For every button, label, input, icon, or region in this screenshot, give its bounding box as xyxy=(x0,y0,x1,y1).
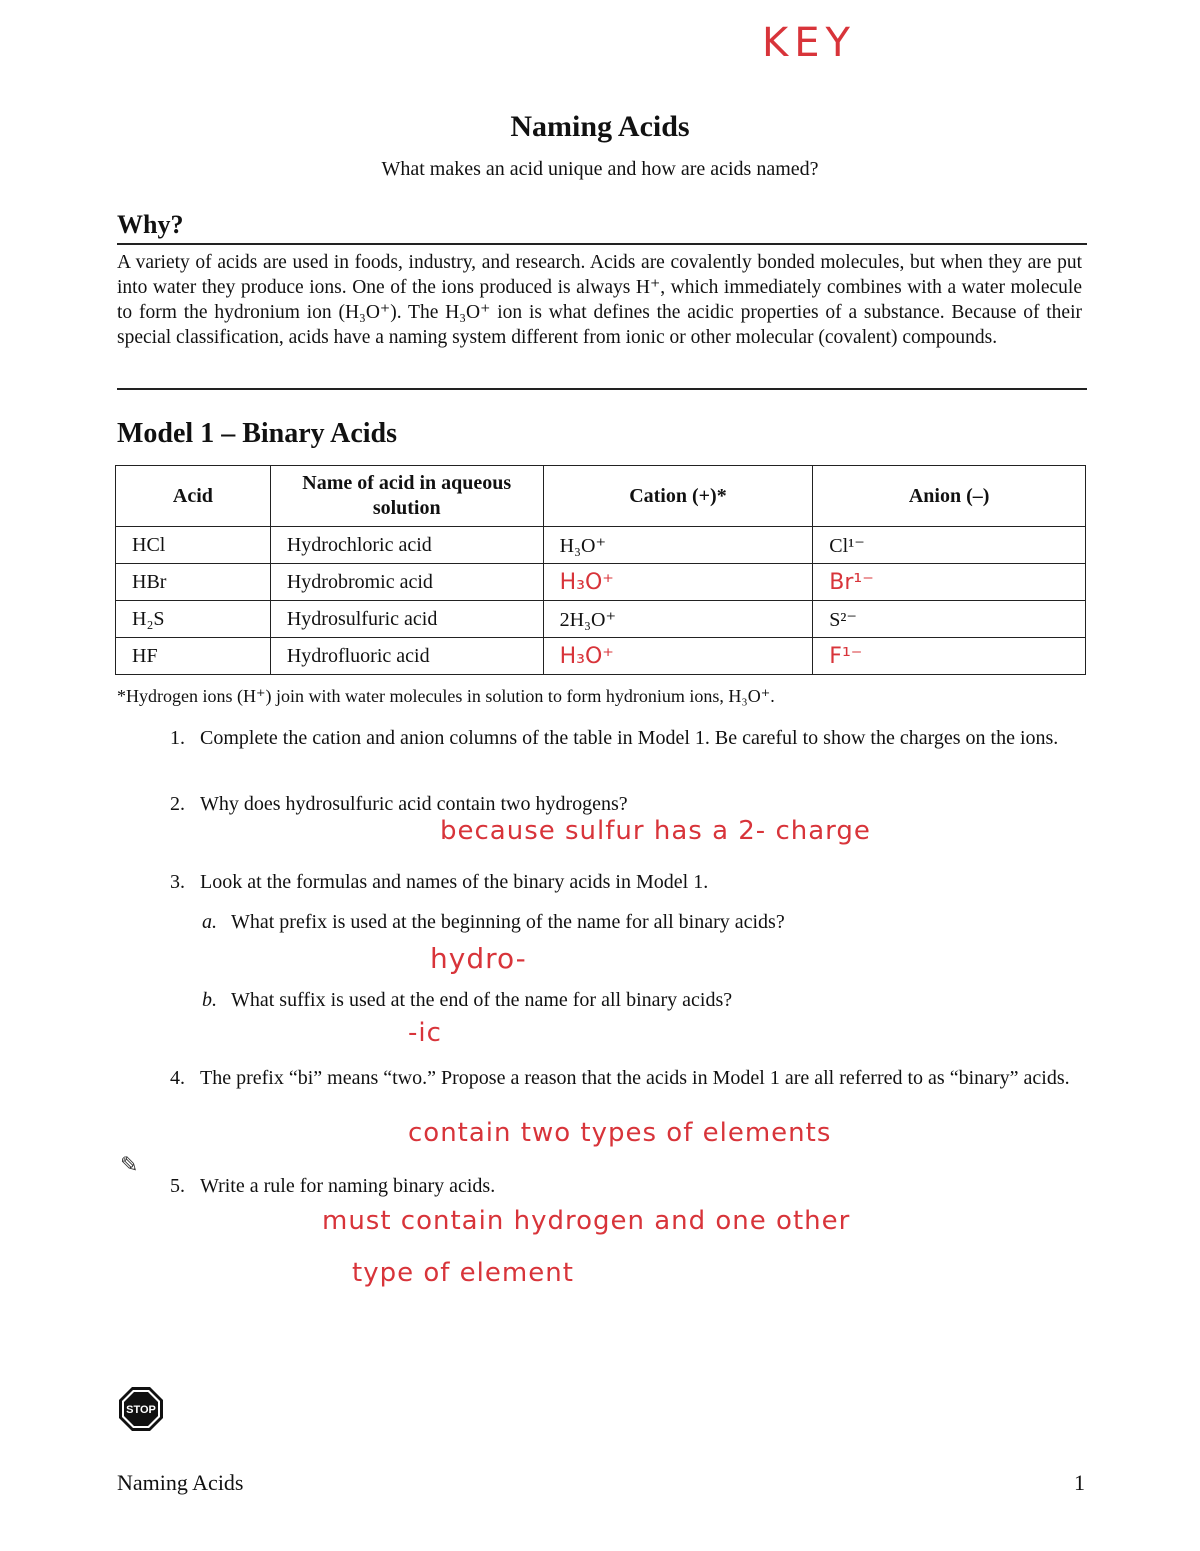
question-3-text: Look at the formulas and names of the binary acids in Model 1. xyxy=(200,871,709,893)
divider xyxy=(117,388,1087,390)
question-3a-answer: hydro- xyxy=(430,942,527,975)
question-5-text: Write a rule for naming binary acids. xyxy=(200,1175,496,1197)
name-cell: Hydrobromic acid xyxy=(270,564,543,601)
table-header-row xyxy=(116,466,1086,527)
name-cell: Hydrosulfuric acid xyxy=(270,601,543,638)
table-row xyxy=(116,564,1086,601)
question-3b-label: b. xyxy=(202,989,217,1011)
question-3b-text: What suffix is used at the end of the name for all binary acids? xyxy=(231,989,733,1011)
anion-cell: F¹⁻ xyxy=(813,638,1086,675)
acid-cell: HCl xyxy=(116,527,271,564)
question-3a-text: What prefix is used at the beginning of the name for all binary acids? xyxy=(231,911,785,933)
anion-cell: Cl¹⁻ xyxy=(813,527,1086,564)
footer-title: Naming Acids xyxy=(117,1470,244,1495)
page-number: 1 xyxy=(1074,1470,1085,1495)
question-1-text: Complete the cation and anion columns of the table in Model 1. Be careful to show the charges on the ions. xyxy=(200,727,1059,749)
table-footnote: *Hydrogen ions (H⁺) join with water molecules in solution to form hydronium ions, H₃O⁺. xyxy=(117,686,775,706)
table-row xyxy=(116,601,1086,638)
column-header: Anion (–) xyxy=(813,466,1086,527)
question-number: 1. xyxy=(170,727,185,749)
divider xyxy=(117,243,1087,245)
question-number: 3. xyxy=(170,871,185,893)
question-4-answer: contain two types of elements xyxy=(408,1118,832,1148)
model-heading: Model 1 – Binary Acids xyxy=(117,418,398,449)
column-header: Cation (+)* xyxy=(543,466,813,527)
stop-label: STOP xyxy=(126,1404,156,1416)
question-number: 2. xyxy=(170,793,185,815)
column-header: Name of acid in aqueous solution xyxy=(270,466,543,527)
question-5-answer-line-2: type of element xyxy=(352,1258,574,1288)
why-paragraph: A variety of acids are used in foods, industry, and research. Acids are covalently bonded molecules, but when they are put into water they produce ions. One of the ions produced is always H⁺, which immediately combines with a water molecule to form the hydronium ion (H₃O⁺). The H₃O⁺ ion is what defines the acidic properties of a substance. Because of their special classification, acids have a naming system different from ionic or other molecular (covalent) compounds. xyxy=(117,252,1082,348)
question-2-answer: because sulfur has a 2- charge xyxy=(440,816,871,846)
stop-sign-icon xyxy=(118,1386,164,1432)
why-heading: Why? xyxy=(117,210,184,239)
question-2-text: Why does hydrosulfuric acid contain two hydrogens? xyxy=(200,793,628,815)
acid-cell: HF xyxy=(116,638,271,675)
name-cell: Hydrofluoric acid xyxy=(270,638,543,675)
page-subtitle: What makes an acid unique and how are acids named? xyxy=(381,158,819,180)
question-number: 5. xyxy=(170,1175,185,1197)
thinking-mascot-icon: ✎ xyxy=(120,1152,139,1177)
question-4-text: The prefix “bi” means “two.” Propose a reason that the acids in Model 1 are all referred to as “binary” acids. xyxy=(200,1067,1070,1089)
question-5-answer-line-1: must contain hydrogen and one other xyxy=(322,1206,851,1236)
cation-cell: H₃O⁺ xyxy=(543,638,813,675)
acid-cell: H₂S xyxy=(116,601,271,638)
table-row xyxy=(116,638,1086,675)
key-mark: KEY xyxy=(762,20,856,66)
table-row xyxy=(116,527,1086,564)
cation-cell: H₃O⁺ xyxy=(543,527,813,564)
binary-acids-table xyxy=(115,465,1086,675)
name-cell: Hydrochloric acid xyxy=(270,527,543,564)
anion-cell: S²⁻ xyxy=(813,601,1086,638)
acid-cell: HBr xyxy=(116,564,271,601)
question-3b-answer: -ic xyxy=(408,1018,442,1048)
cation-cell: 2H₃O⁺ xyxy=(543,601,813,638)
question-number: 4. xyxy=(170,1067,185,1089)
page-title: Naming Acids xyxy=(510,110,690,143)
column-header: Acid xyxy=(116,466,271,527)
question-3a-label: a. xyxy=(202,911,217,933)
anion-cell: Br¹⁻ xyxy=(813,564,1086,601)
cation-cell: H₃O⁺ xyxy=(543,564,813,601)
